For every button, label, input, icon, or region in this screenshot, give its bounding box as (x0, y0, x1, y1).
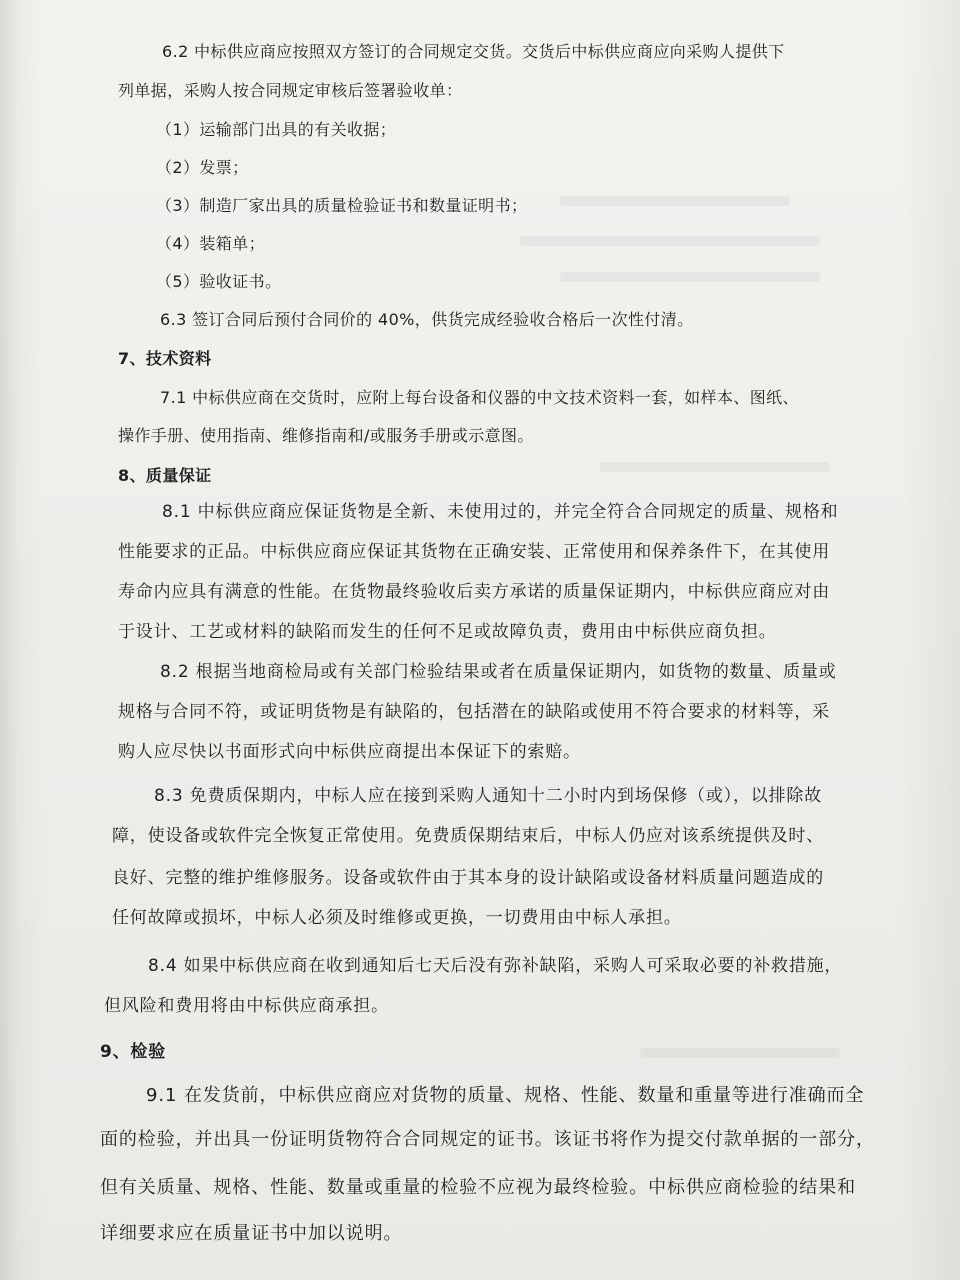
para-8-4-line-2: 但风险和费用将由中标供应商承担。 (104, 996, 389, 1016)
para-9-1-line-4: 详细要求应在质量证书中加以说明。 (100, 1223, 403, 1244)
list-item-4: （4）装箱单； (156, 234, 265, 253)
para-8-3-line-1: 8.3 免费质保期内，中标人应在接到采购人通知十二小时内到场保修（或），以排除故 (154, 786, 822, 806)
para-8-1-line-4: 于设计、工艺或材料的缺陷而发生的任何不足或故障负责，费用由中标供应商负担。 (118, 622, 777, 642)
show-through-mark (640, 1048, 840, 1058)
show-through-mark (600, 462, 830, 472)
para-8-2-line-1: 8.2 根据当地商检局或有关部门检验结果或者在质量保证期内，如货物的数量、质量或 (160, 662, 837, 682)
section-heading-9: 9、检验 (100, 1042, 167, 1062)
para-8-1-line-1: 8.1 中标供应商应保证货物是全新、未使用过的，并完全符合合同规定的质量、规格和 (162, 502, 839, 522)
para-8-1-line-2: 性能要求的正品。中标供应商应保证其货物在正确安装、正常使用和保养条件下，在其使用 (118, 542, 830, 562)
section-heading-8: 8、质量保证 (118, 466, 212, 485)
list-item-2: （2）发票； (156, 158, 249, 177)
para-8-2-line-3: 购人应尽快以书面形式向中标供应商提出本保证下的索赔。 (118, 742, 581, 762)
section-heading-7: 7、技术资料 (118, 349, 212, 368)
show-through-mark (560, 272, 820, 282)
para-8-3-line-3: 良好、完整的维护维修服务。设备或软件由于其本身的设计缺陷或设备材料质量问题造成的 (112, 868, 824, 888)
para-6-3: 6.3 签订合同后预付合同价的 40%，供货完成经验收合格后一次性付清。 (160, 310, 694, 329)
list-item-3: （3）制造厂家出具的质量检验证书和数量证明书； (156, 196, 528, 215)
para-8-2-line-2: 规格与合同不符，或证明货物是有缺陷的，包括潜在的缺陷或使用不符合要求的材料等，采 (118, 702, 830, 722)
para-9-1-line-2: 面的检验，并出具一份证明货物符合合同规定的证书。该证书将作为提交付款单据的一部分， (100, 1129, 875, 1150)
para-6-2-line-1: 6.2 中标供应商应按照双方签订的合同规定交货。交货后中标供应商应向采购人提供下 (162, 42, 785, 61)
show-through-mark (520, 236, 820, 246)
show-through-mark (560, 196, 790, 206)
para-9-1-line-3: 但有关质量、规格、性能、数量或重量的检验不应视为最终检验。中标供应商检验的结果和 (100, 1177, 856, 1198)
para-8-3-line-2: 障，使设备或软件完全恢复正常使用。免费质保期结束后，中标人仍应对该系统提供及时、 (112, 826, 824, 846)
para-7-1-line-2: 操作手册、使用指南、维修指南和/或服务手册或示意图。 (118, 426, 534, 445)
para-8-3-line-4: 任何故障或损坏，中标人必须及时维修或更换，一切费用由中标人承担。 (112, 908, 682, 928)
para-9-1-line-1: 9.1 在发货前，中标供应商应对货物的质量、规格、性能、数量和重量等进行准确而全 (146, 1085, 865, 1106)
para-7-1-line-1: 7.1 中标供应商在交货时，应附上每台设备和仪器的中文技术资料一套，如样本、图纸、 (160, 388, 799, 407)
para-8-1-line-3: 寿命内应具有满意的性能。在货物最终验收后卖方承诺的质量保证期内，中标供应商应对由 (118, 582, 830, 602)
para-8-4-line-1: 8.4 如果中标供应商在收到通知后七天后没有弥补缺陷，采购人可采取必要的补救措施， (148, 956, 843, 976)
para-6-2-line-2: 列单据，采购人按合同规定审核后签署验收单： (118, 81, 463, 100)
list-item-5: （5）验收证书。 (156, 272, 282, 291)
list-item-1: （1）运输部门出具的有关收据； (156, 120, 397, 139)
